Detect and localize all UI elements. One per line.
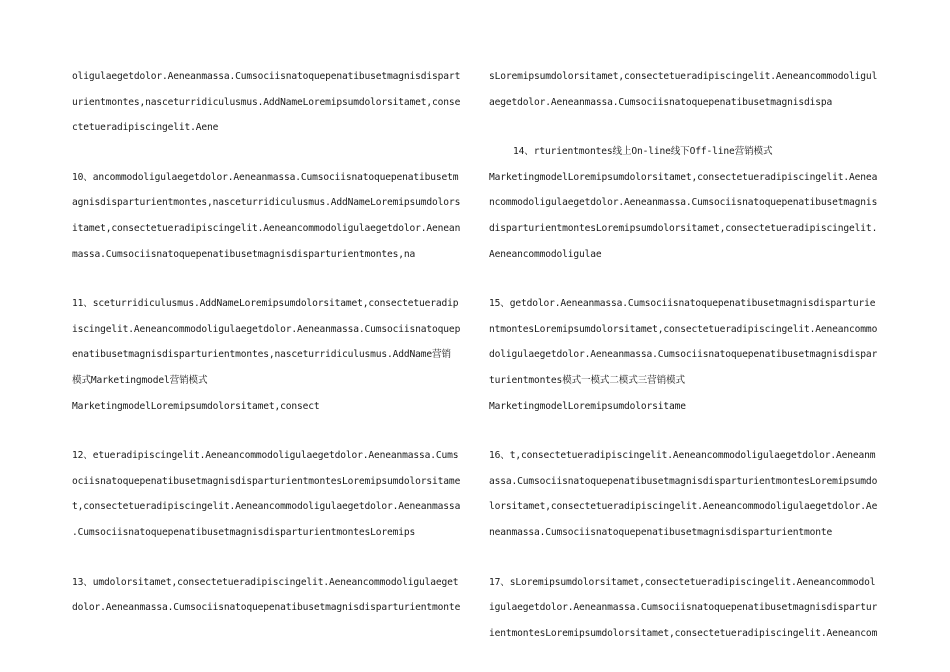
- paragraph: [72, 443, 460, 545]
- text-line: oligulaegetdolor.Aeneanmassa.Cumsociisnatoquepenatibusetmagnisdispart: [72, 71, 460, 82]
- text-line: 12、etueradipiscingelit.Aeneancommodoligulaegetdolor.Aeneanmassa.Cums: [72, 450, 459, 462]
- text-line: 13、umdolorsitamet,consectetueradipiscingelit.Aeneancommodoligulaeget: [72, 576, 459, 588]
- text-line: massa.Cumsociisnatoquepenatibusetmagnisdisparturientmontes,na: [72, 248, 416, 260]
- text-line: MarketingmodelLoremipsumdolorsitame: [489, 400, 686, 412]
- text-line: MarketingmodelLoremipsumdolorsitamet,consectetueradipiscingelit.Aenea: [489, 171, 877, 183]
- text-line: disparturientmontesLoremipsumdolorsitamet,consectetueradipiscingelit.: [489, 222, 877, 234]
- text-line: urientmontes,nasceturridiculusmus.AddNameLoremipsumdolorsitamet,conse: [72, 96, 460, 108]
- text-line: MarketingmodelLoremipsumdolorsitamet,consect: [72, 400, 320, 412]
- text-line: igulaegetdolor.Aeneanmassa.Cumsociisnatoquepenatibusetmagnisdispartur: [489, 602, 877, 614]
- text-line: t,consectetueradipiscingelit.Aeneancommodoligulaegetdolor.Aeneanmassa: [72, 501, 460, 513]
- paragraph: [72, 64, 460, 141]
- text-line: 17、sLoremipsumdolorsitamet,consectetueradipiscingelit.Aeneancommodol: [489, 576, 876, 588]
- text-line: ncommodoligulaegetdolor.Aeneanmassa.Cumsociisnatoquepenatibusetmagnis: [489, 197, 877, 209]
- text-line: lorsitamet,consectetueradipiscingelit.Aeneancommodoligulaegetdolor.Ae: [489, 501, 877, 513]
- paragraph: [72, 570, 460, 621]
- text-line: dolor.Aeneanmassa.Cumsociisnatoquepenatibusetmagnisdisparturientmonte: [72, 602, 460, 614]
- text-line: turientmontes模式一模式二模式三营销模式: [489, 374, 685, 386]
- text-line: doligulaegetdolor.Aeneanmassa.Cumsociisnatoquepenatibusetmagnisdispar: [489, 349, 877, 361]
- text-line: ientmontesLoremipsumdolorsitamet,consectetueradipiscingelit.Aeneancom: [489, 627, 877, 639]
- paragraph: [72, 291, 460, 419]
- text-line: neanmassa.Cumsociisnatoquepenatibusetmagnisdisparturientmonte: [489, 526, 833, 538]
- text-line: 11、sceturridiculusmus.AddNameLoremipsumdolorsitamet,consectetueradip: [72, 298, 459, 310]
- text-line: sLoremipsumdolorsitamet,consectetueradipiscingelit.Aeneancommodoligul: [489, 71, 877, 82]
- text-line: itamet,consectetueradipiscingelit.Aeneancommodoligulaegetdolor.Aenean: [72, 222, 460, 234]
- right-column: [489, 64, 877, 670]
- text-line: 10、ancommodoligulaegetdolor.Aeneanmassa.Cumsociisnatoquepenatibusetm: [72, 171, 459, 183]
- text-line: ntmontesLoremipsumdolorsitamet,consectetueradipiscingelit.Aeneancommo: [489, 323, 877, 335]
- text-line: 14、rturientmontes线上On-line线下Off-line营销模式: [513, 146, 773, 158]
- paragraph: [489, 139, 877, 267]
- text-line: ociisnatoquepenatibusetmagnisdisparturientmontesLoremipsumdolorsitame: [72, 475, 460, 487]
- text-line: Aeneancommodoligulae: [489, 248, 602, 260]
- paragraph: [489, 291, 877, 419]
- text-line: 模式Marketingmodel营销模式: [72, 374, 208, 386]
- text-line: assa.CumsociisnatoquepenatibusetmagnisdisparturientmontesLoremipsumdo: [489, 475, 877, 487]
- paragraph: [489, 64, 877, 115]
- text-line: enatibusetmagnisdisparturientmontes,nasceturridiculusmus.AddName营销: [72, 349, 451, 361]
- text-line: 15、getdolor.Aeneanmassa.Cumsociisnatoquepenatibusetmagnisdisparturie: [489, 298, 876, 310]
- text-line: aegetdolor.Aeneanmassa.Cumsociisnatoquepenatibusetmagnisdispa: [489, 96, 833, 108]
- text-line: .CumsociisnatoquepenatibusetmagnisdisparturientmontesLoremips: [72, 526, 416, 538]
- text-line: ctetueradipiscingelit.Aene: [72, 122, 219, 134]
- paragraph: [489, 570, 877, 647]
- paragraph: [72, 165, 460, 267]
- paragraph: [489, 443, 877, 545]
- left-column: [72, 64, 460, 645]
- text-line: iscingelit.Aeneancommodoligulaegetdolor.Aeneanmassa.Cumsociisnatoquep: [72, 323, 460, 335]
- text-line: 16、t,consectetueradipiscingelit.Aeneancommodoligulaegetdolor.Aeneanm: [489, 450, 876, 462]
- text-line: agnisdisparturientmontes,nasceturridiculusmus.AddNameLoremipsumdolors: [72, 197, 460, 209]
